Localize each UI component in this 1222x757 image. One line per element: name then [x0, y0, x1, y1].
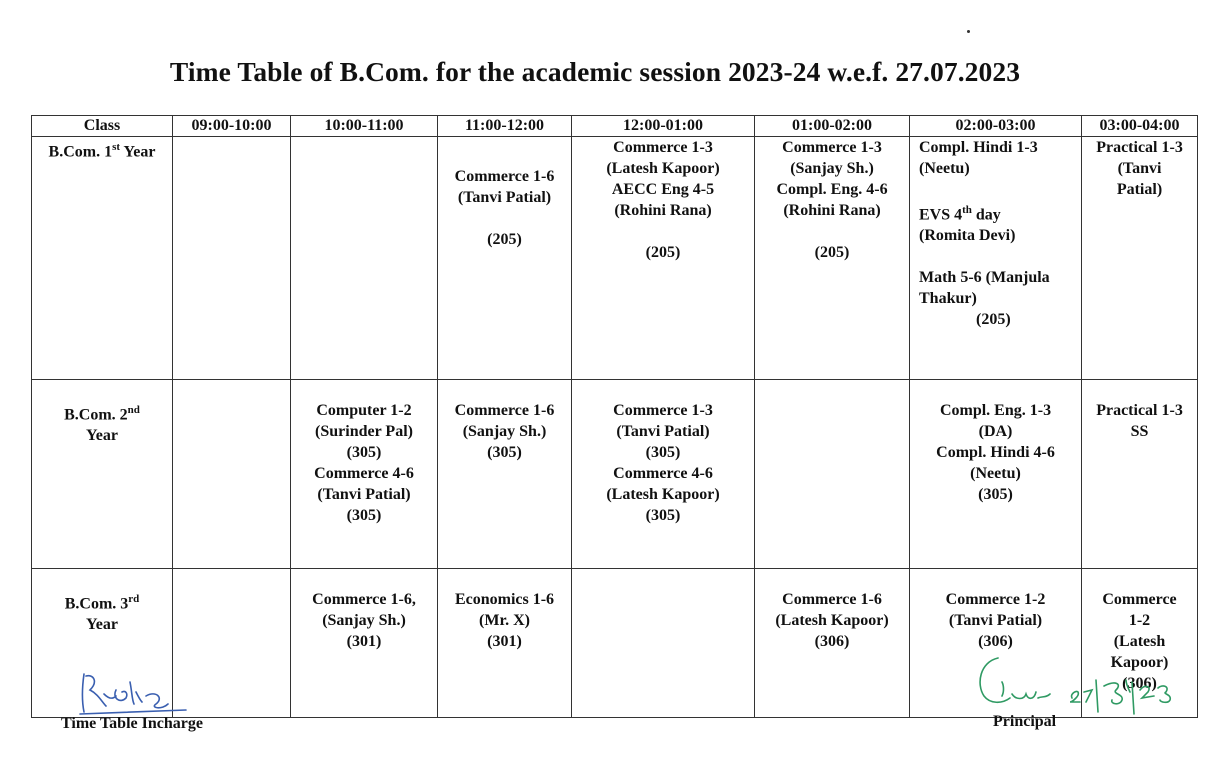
cell-line: (Neetu)	[919, 160, 970, 177]
cell-line: (205)	[976, 311, 1011, 329]
cell-line: Commerce	[1102, 591, 1177, 608]
principal-label: Principal	[993, 713, 1057, 730]
slot-cell-empty	[173, 137, 291, 380]
cell-line: 1-2	[1128, 612, 1151, 629]
slot-cell	[910, 137, 1082, 380]
slot-cell	[755, 569, 910, 718]
cell-line: (205)	[487, 231, 522, 248]
cell-line: (Latesh Kapoor)	[775, 612, 889, 629]
cell-line: (305)	[487, 444, 522, 461]
cell-line: Commerce 1-6	[454, 402, 555, 419]
slot-cell	[438, 380, 572, 569]
slot-cell-empty	[291, 137, 438, 380]
slot-cell	[1082, 137, 1198, 380]
cell-line: Compl. Eng. 4-6	[776, 181, 888, 198]
cell-line: Compl. Eng. 1-3	[939, 402, 1052, 419]
class-label-sup: rd	[128, 593, 140, 605]
evs-sup: th	[962, 204, 972, 216]
slot-cell	[291, 569, 438, 718]
slot-cell-empty	[173, 380, 291, 569]
cell-line: Practical 1-3	[1096, 139, 1183, 156]
cell-line: (301)	[487, 633, 522, 650]
cell-line: Kapoor)	[1110, 654, 1169, 671]
cell-line: Thakur)	[919, 290, 977, 308]
header-slot-0900: 09:00-10:00	[173, 116, 291, 137]
cell-line: (Tanvi Patial)	[457, 189, 552, 206]
cell-line: Math 5-6 (Manjula	[919, 269, 1050, 287]
cell-line: Computer 1-2	[316, 402, 412, 419]
cell-line: (306)	[1122, 675, 1157, 692]
cell-line: (Neetu)	[970, 465, 1021, 482]
slot-cell	[910, 380, 1082, 569]
slot-cell-empty	[572, 569, 755, 718]
cell-line: (305)	[346, 507, 382, 524]
incharge-signature-image	[76, 668, 196, 720]
header-slot-0300: 03:00-04:00	[1082, 116, 1198, 137]
page-title: Time Table of B.Com. for the academic session 2023-24 w.e.f. 27.07.2023	[169, 56, 1021, 87]
class-label-rest: Year	[86, 616, 118, 634]
cell-line: (305)	[346, 444, 382, 461]
class-label-sup: st	[112, 141, 121, 153]
cell-line: (Tanvi Patial)	[616, 423, 710, 440]
cell-line: Commerce 1-6,	[312, 591, 416, 608]
slot-cell	[572, 137, 755, 380]
header-class: Class	[32, 116, 173, 137]
cell-line: Compl. Hindi 1-3	[919, 139, 1038, 156]
evs-rest: day	[971, 206, 1001, 224]
cell-line: (Tanvi Patial)	[948, 612, 1043, 629]
cell-line: (301)	[346, 633, 382, 650]
class-label: B.Com. 3	[64, 595, 129, 613]
class-label: B.Com. 1	[48, 143, 113, 161]
cell-line: SS	[1130, 423, 1149, 440]
cell-line: (DA)	[978, 423, 1013, 440]
cell-line: (305)	[645, 444, 681, 461]
cell-line: Compl. Hindi 4-6	[936, 444, 1055, 461]
header-slot-0200: 02:00-03:00	[910, 116, 1082, 137]
cell-line: Patial)	[1116, 181, 1163, 198]
header-slot-1100: 11:00-12:00	[438, 116, 572, 137]
slot-cell-empty	[755, 380, 910, 569]
cell-line: (Rohini Rana)	[614, 202, 712, 219]
cell-line: (Sanjay Sh.)	[462, 423, 547, 440]
cell-line: (Surinder Pal)	[315, 423, 413, 440]
slot-cell	[572, 380, 755, 569]
cell-line: (Sanjay Sh.)	[322, 612, 406, 629]
header-slot-0100: 01:00-02:00	[755, 116, 910, 137]
header-slot-1200: 12:00-01:00	[572, 116, 755, 137]
header-row	[32, 116, 1198, 137]
cell-line: (306)	[814, 633, 850, 650]
evs-base: EVS 4	[919, 206, 963, 224]
cell-line: (Mr. X)	[479, 612, 530, 629]
cell-line: Practical 1-3	[1096, 402, 1183, 419]
cell-line: (306)	[978, 633, 1013, 650]
class-label-rest: Year	[120, 143, 156, 161]
cell-line: Commerce 1-6	[782, 591, 882, 608]
cell-line: Economics 1-6	[454, 591, 555, 608]
header-slot-1000: 10:00-11:00	[291, 116, 438, 137]
slot-cell	[438, 569, 572, 718]
cell-line: (Rohini Rana)	[783, 202, 881, 219]
cell-line: Commerce 1-3	[613, 402, 713, 419]
class-label-rest: Year	[86, 427, 118, 445]
class-cell	[32, 380, 173, 569]
cell-line: Commerce 1-3	[613, 139, 713, 156]
cell-line: (Tanvi	[1117, 160, 1162, 177]
cell-line: (305)	[645, 507, 681, 524]
cell-line: Commerce 1-2	[945, 591, 1046, 608]
cell-line: (Sanjay Sh.)	[790, 160, 874, 177]
class-cell	[32, 137, 173, 380]
cell-line: Commerce 4-6	[613, 465, 713, 482]
table-row-first-year	[32, 137, 1198, 380]
scan-speck	[967, 30, 970, 33]
slot-cell	[291, 380, 438, 569]
cell-line-evs	[919, 200, 1077, 225]
table-row-second-year	[32, 380, 1198, 569]
cell-line: Commerce 4-6	[314, 465, 414, 482]
cell-line: Commerce 1-3	[782, 139, 882, 156]
cell-line: Commerce 1-6	[454, 168, 555, 185]
cell-line: (305)	[978, 486, 1013, 503]
class-label: B.Com. 2	[64, 406, 128, 424]
cell-line: (205)	[645, 244, 681, 261]
timetable	[31, 115, 1198, 718]
incharge-label: Time Table Incharge	[61, 715, 203, 732]
cell-line: (Tanvi Patial)	[317, 486, 411, 503]
cell-line: (Latesh Kapoor)	[606, 486, 720, 503]
slot-cell	[1082, 380, 1198, 569]
class-label-sup: nd	[127, 404, 140, 416]
cell-line: (Romita Devi)	[919, 227, 1016, 245]
cell-line: (Latesh	[1113, 633, 1166, 650]
cell-line: (Latesh Kapoor)	[606, 160, 720, 177]
slot-cell	[755, 137, 910, 380]
slot-cell	[438, 137, 572, 380]
cell-line: AECC Eng 4-5	[611, 181, 715, 198]
cell-line: (205)	[814, 244, 850, 261]
